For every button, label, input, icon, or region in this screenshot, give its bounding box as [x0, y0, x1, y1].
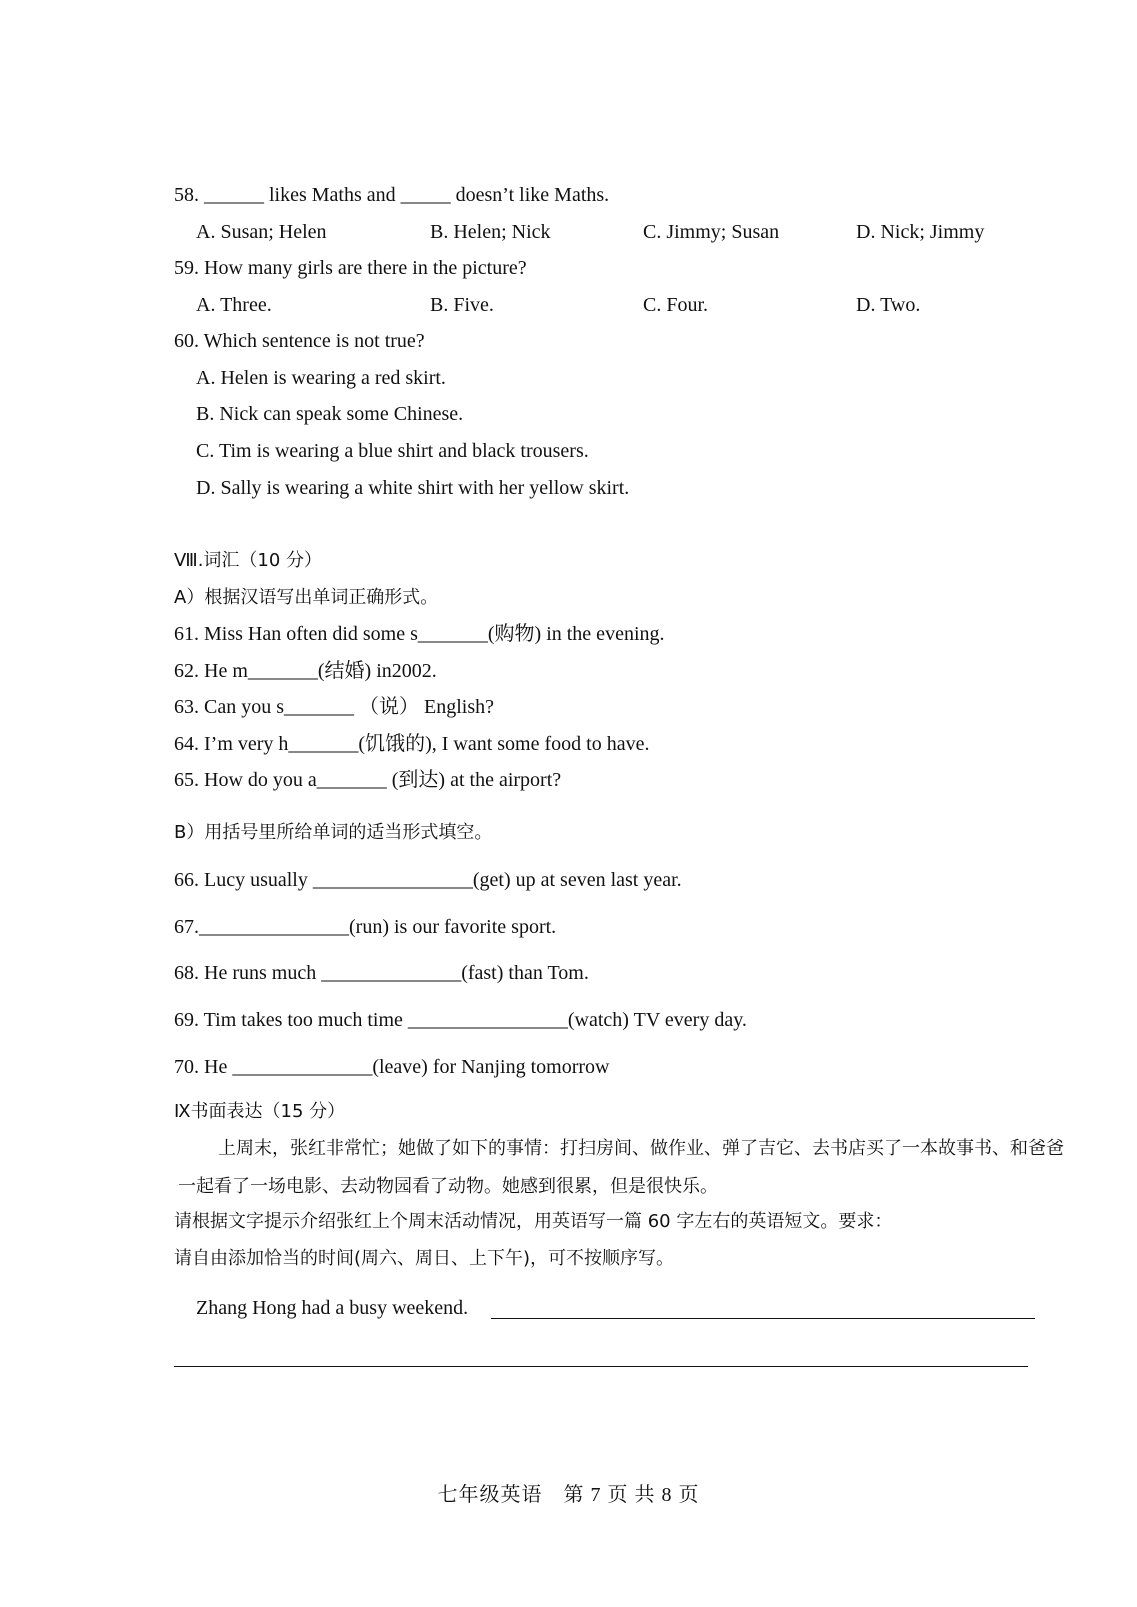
q59-option-b: B. Five. — [430, 294, 494, 316]
page-footer: 七年级英语 第 7 页 共 8 页 — [437, 1484, 700, 1506]
writing-prompt-paragraph: 上周末，张红非常忙；她做了如下的事情：打扫房间、做作业、弹了吉它、去书店买了一本故事书、和爸爸一起看了一场电影、去动物园看了动物。她感到很累，但是很快乐。 — [178, 1138, 1064, 1197]
question-64: 64. I’m very h_______(饥饿的), I want some food to have. — [174, 733, 650, 755]
question-65: 65. How do you a_______ (到达) at the airport? — [174, 769, 562, 791]
q58-option-b: B. Helen; Nick — [430, 221, 551, 243]
section-8-part-a-heading: A）根据汉语写出单词正确形式。 — [174, 587, 439, 608]
writing-instruction-2: 请自由添加恰当的时间(周六、周日、上下午)，可不按顺序写。 — [174, 1248, 675, 1269]
q58-option-a: A. Susan; Helen — [196, 221, 327, 243]
question-58-stem: 58. ______ likes Maths and _____ doesn’t like Maths. — [174, 184, 610, 206]
q58-option-d: D. Nick; Jimmy — [856, 221, 985, 243]
question-67: 67._______________(run) is our favorite sport. — [174, 916, 557, 938]
writing-answer-start: Zhang Hong had a busy weekend. — [196, 1297, 469, 1319]
q60-option-c: C. Tim is wearing a blue shirt and black trousers. — [196, 440, 589, 462]
q59-option-d: D. Two. — [856, 294, 921, 316]
q59-option-a: A. Three. — [196, 294, 272, 316]
question-59-stem: 59. How many girls are there in the picture? — [174, 257, 527, 279]
section-8-part-b-heading: B）用括号里所给单词的适当形式填空。 — [174, 822, 493, 843]
question-66: 66. Lucy usually ________________(get) up at seven last year. — [174, 869, 682, 891]
question-70: 70. He ______________(leave) for Nanjing tomorrow — [174, 1056, 610, 1078]
q60-option-d: D. Sally is wearing a white shirt with her yellow skirt. — [196, 477, 630, 499]
writing-answer-line-2[interactable] — [174, 1366, 1028, 1367]
question-60-stem: 60. Which sentence is not true? — [174, 330, 425, 352]
q60-option-a: A. Helen is wearing a red skirt. — [196, 367, 446, 389]
q59-option-c: C. Four. — [643, 294, 709, 316]
question-68: 68. He runs much ______________(fast) than Tom. — [174, 962, 589, 984]
question-69: 69. Tim takes too much time ________________(watch) TV every day. — [174, 1009, 747, 1031]
section-9-title: Ⅸ书面表达（15 分） — [174, 1101, 346, 1122]
question-62: 62. He m_______(结婚) in2002. — [174, 660, 437, 682]
writing-instruction-1: 请根据文字提示介绍张红上个周末活动情况，用英语写一篇 60 字左右的英语短文。要求： — [174, 1211, 893, 1232]
question-61: 61. Miss Han often did some s_______(购物) in the evening. — [174, 623, 665, 645]
question-63: 63. Can you s_______ （说） English? — [174, 696, 494, 718]
section-8-title: Ⅷ.词汇（10 分） — [174, 550, 323, 571]
q58-option-c: C. Jimmy; Susan — [643, 221, 780, 243]
writing-answer-line-1[interactable] — [491, 1318, 1035, 1319]
q60-option-b: B. Nick can speak some Chinese. — [196, 403, 464, 425]
